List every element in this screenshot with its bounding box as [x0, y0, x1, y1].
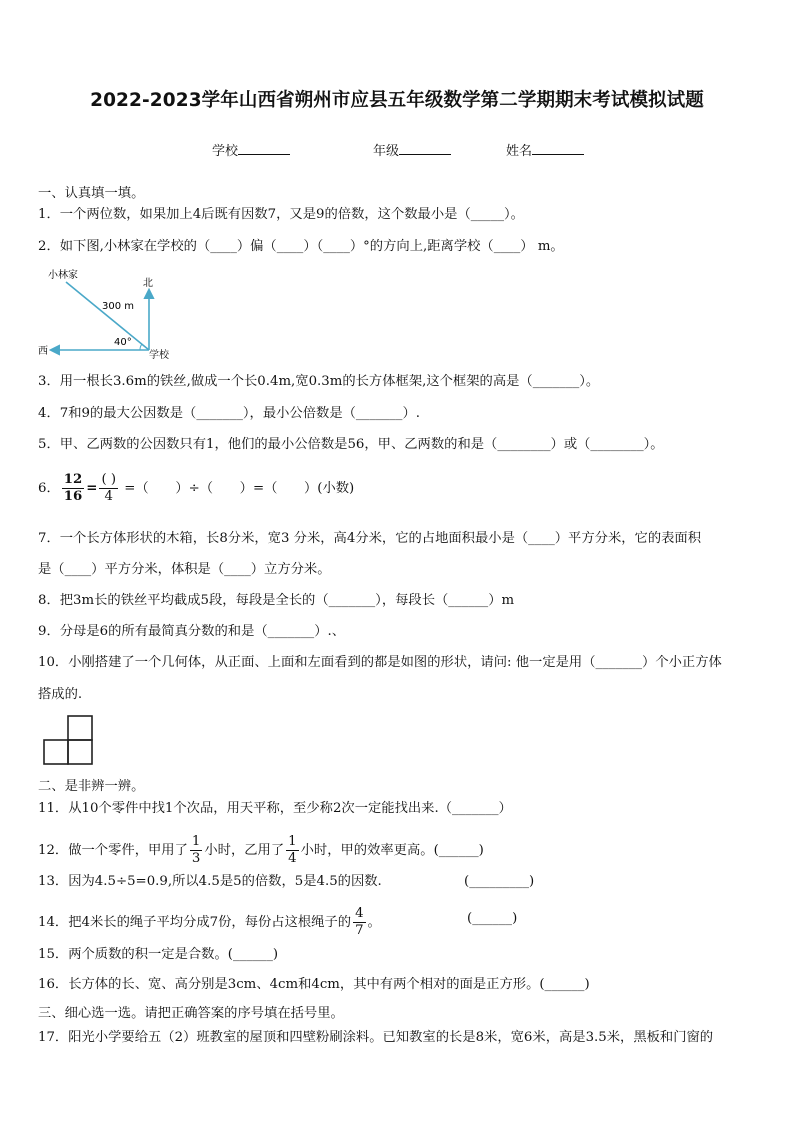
question-17: 17．阳光小学要给五（2）班教室的屋顶和四壁粉刷涂料。已知教室的长是8米，宽6米，高是3.5米，黑板和门窗的: [38, 1030, 714, 1045]
question-4: 4．7和9的最大公因数是（_______），最小公倍数是（_______）.: [38, 406, 420, 421]
q6-equals: =: [86, 481, 98, 496]
q12-fraction-1-numerator: 1: [191, 834, 201, 849]
q14-answer-blank[interactable]: (______): [467, 911, 518, 926]
question-5: 5．甲、乙两数的公因数只有1，他们的最小公倍数是56，甲、乙两数的和是（________）或（________）。: [38, 437, 664, 452]
q12-text-a: 12．做一个零件，甲用了: [38, 843, 188, 858]
grade-label: 年级: [373, 144, 400, 159]
question-7b: 是（____）平方分米，体积是（____）立方分米。: [38, 562, 331, 577]
grade-blank[interactable]: [399, 142, 451, 155]
q6-numerator: 12: [63, 472, 83, 487]
q12-fraction-1-denominator: 3: [191, 851, 201, 866]
question-10b: 搭成的.: [38, 687, 83, 702]
angle-arc: [140, 344, 142, 350]
q14-fraction-numerator: 4: [355, 906, 364, 921]
q6-blank-fraction[interactable]: [99, 472, 118, 505]
direction-figure: [36, 268, 196, 366]
cube-view-figure: [42, 714, 96, 768]
question-16: 16．长方体的长、宽、高分别是3cm、4cm和4cm，其中有两个相对的面是正方形。(______): [38, 977, 590, 992]
q14-text-b: 。: [367, 915, 381, 930]
cube-bottom-left-square: [44, 740, 68, 764]
q12-fraction-1: [190, 834, 202, 867]
page-title: 2022-2023学年山西省朔州市应县五年级数学第二学期期末考试模拟试题: [90, 90, 704, 111]
q6-number: 6．: [38, 481, 60, 496]
q14-fraction-denominator: 7: [355, 923, 364, 938]
question-14: [38, 906, 381, 939]
section-3-heading: 三、细心选一选。请把正确答案的序号填在括号里。: [38, 1006, 344, 1021]
q14-fraction: [353, 906, 365, 939]
north-label: 北: [143, 278, 153, 289]
question-12: [38, 834, 484, 867]
q12-fraction-2: [286, 834, 298, 867]
q6-blank-denominator: 4: [104, 489, 113, 504]
name-blank[interactable]: [532, 142, 584, 155]
home-label: 小林家: [48, 270, 78, 281]
name-field[interactable]: [506, 140, 584, 159]
question-13: 13．因为4.5÷5=0.9,所以4.5是5的倍数，5是4.5的因数.: [38, 874, 382, 889]
cube-top-square: [68, 716, 92, 740]
section-1-heading: 一、认真填一填。: [38, 186, 145, 201]
distance-label: 300 m: [102, 301, 135, 312]
question-15: 15．两个质数的积一定是合数。(______): [38, 947, 279, 962]
q13-answer-blank[interactable]: (_________): [464, 874, 535, 889]
q14-text-a: 14．把4米长的绳子平均分成7份，每份占这根绳子的: [38, 915, 352, 930]
question-7a: 7．一个长方体形状的木箱，长8分米，宽3 分米，高4分米，它的占地面积最小是（____）平方分米，它的表面积: [38, 531, 702, 546]
angle-label: 40°: [114, 337, 132, 348]
q12-fraction-2-denominator: 4: [288, 851, 297, 866]
q12-fraction-2-numerator: 1: [288, 834, 297, 849]
question-6: [38, 472, 354, 505]
grade-field[interactable]: [373, 140, 451, 159]
cube-bottom-right-square: [68, 740, 92, 764]
school-label: 学校: [212, 144, 239, 159]
question-9: 9．分母是6的所有最简真分数的和是（_______）.、: [38, 624, 346, 639]
question-8: 8．把3m长的铁丝平均截成5段，每段是全长的（_______），每段长（______）m: [38, 593, 515, 608]
home-line: [66, 282, 149, 350]
question-1: 1．一个两位数，如果加上4后既有因数7，又是9的倍数，这个数最小是（_____）。: [38, 207, 524, 222]
q6-fraction: [62, 472, 85, 505]
q6-rest: =（ ）÷（ ）=（ ）(小数): [124, 481, 355, 496]
question-2: 2．如下图,小林家在学校的（____）偏（____）（____）°的方向上,距离学校（____） m。: [38, 239, 564, 254]
question-10a: 10．小刚搭建了一个几何体，从正面、上面和左面看到的都是如图的形状，请问: 他一定是用（_______）个小正方体: [38, 655, 722, 670]
q6-blank-numerator[interactable]: ( ): [101, 472, 117, 487]
q12-text-c: 小时，甲的效率更高。(______): [300, 843, 484, 858]
school-field[interactable]: [212, 140, 290, 159]
question-11: 11．从10个零件中找1个次品，用天平称，至少称2次一定能找出来.（_______）: [38, 801, 512, 816]
school-label-fig: 学校: [149, 350, 169, 361]
west-label: 西: [38, 346, 48, 357]
school-blank[interactable]: [238, 142, 290, 155]
q12-text-b: 小时，乙用了: [204, 843, 285, 858]
q6-denominator: 16: [63, 489, 83, 504]
section-2-heading: 二、是非辨一辨。: [38, 779, 145, 794]
name-label: 姓名: [506, 144, 533, 159]
question-3: 3．用一根长3.6m的铁丝,做成一个长0.4m,宽0.3m的长方体框架,这个框架的高是（_______）。: [38, 374, 600, 389]
